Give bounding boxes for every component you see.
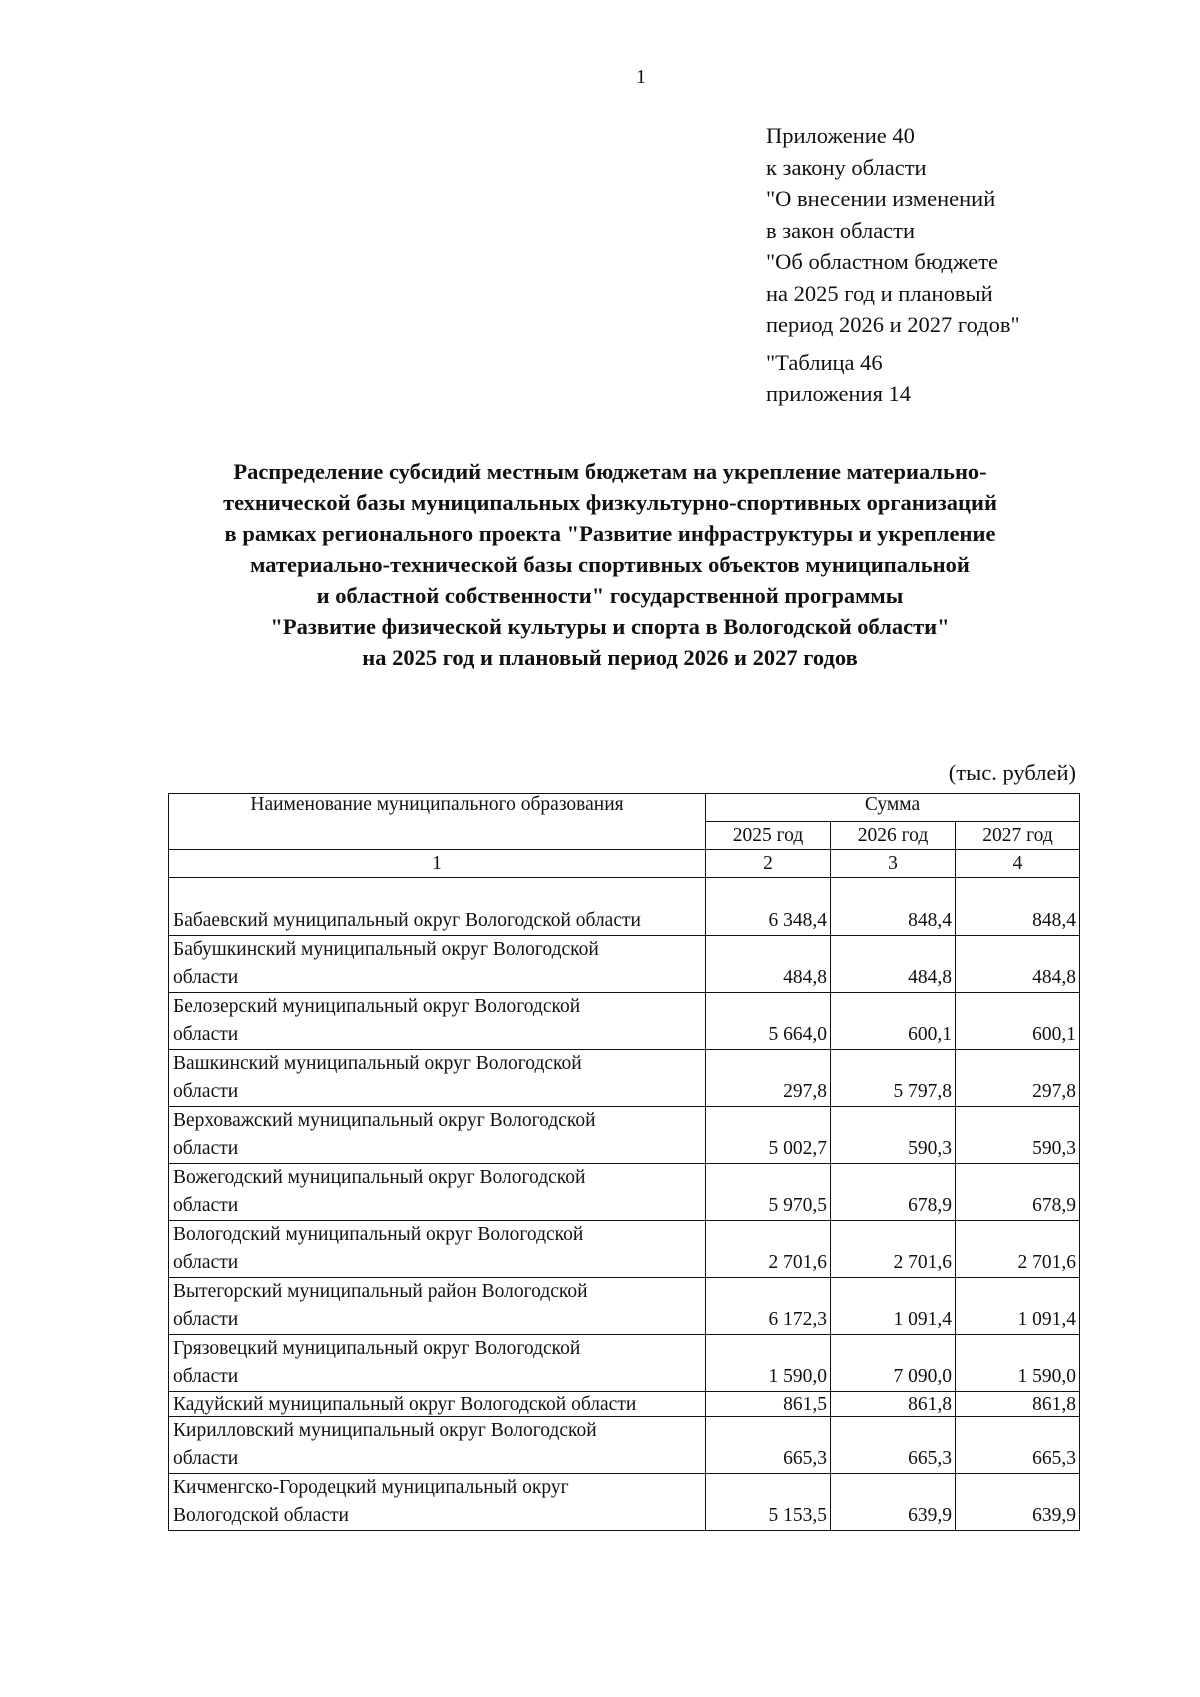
table-ref-line: приложения 14: [766, 381, 912, 406]
column-number: 2: [706, 850, 831, 878]
amount-2027: 665,3: [956, 1417, 1080, 1474]
amount-2025: 1 590,0: [706, 1335, 831, 1392]
amount-2027: 2 701,6: [956, 1221, 1080, 1278]
table-row: [169, 1107, 1080, 1164]
amount-2026: 600,1: [831, 993, 956, 1050]
appendix-line: Приложение 40: [766, 123, 915, 148]
municipality-name: Вашкинский муниципальный округ Вологодской области: [169, 1050, 706, 1107]
municipality-name: Грязовецкий муниципальный округ Вологодской области: [169, 1335, 706, 1392]
title-line: технической базы муниципальных физкультурно-спортивных организаций: [223, 490, 997, 515]
header-year-2026: 2026 год: [831, 822, 956, 850]
table-row: [169, 1221, 1080, 1278]
page-number: 1: [636, 66, 646, 88]
amount-2025: 6 348,4: [706, 878, 831, 936]
table-row: [169, 1278, 1080, 1335]
column-number: 3: [831, 850, 956, 878]
amount-2025: 5 970,5: [706, 1164, 831, 1221]
appendix-line: "Об областном бюджете: [766, 249, 999, 274]
table-row: [169, 1050, 1080, 1107]
appendix-line: к закону области: [766, 154, 927, 180]
appendix-line: в закон области: [766, 217, 916, 243]
title-line: в рамках регионального проекта "Развитие инфраструктуры и укрепление: [224, 521, 996, 546]
amount-2027: 848,4: [956, 878, 1080, 936]
appendix-line: на 2025 год и плановый: [766, 280, 993, 306]
amount-2026: 7 090,0: [831, 1335, 956, 1392]
column-number: 4: [956, 850, 1080, 878]
document-title: [150, 456, 1070, 673]
amount-2026: 848,4: [831, 878, 956, 936]
amount-2026: 2 701,6: [831, 1221, 956, 1278]
municipality-name: Верховажский муниципальный округ Вологодской области: [169, 1107, 706, 1164]
amount-2025: 665,3: [706, 1417, 831, 1474]
table-row: [169, 878, 1080, 936]
appendix-line: период 2026 и 2027 годов": [766, 312, 1020, 337]
title-line: Распределение субсидий местным бюджетам на укрепление материально-: [233, 459, 987, 484]
header-municipality: Наименование муниципального образования: [169, 794, 706, 850]
amount-2026: 484,8: [831, 936, 956, 993]
amount-2025: 297,8: [706, 1050, 831, 1107]
amount-2026: 665,3: [831, 1417, 956, 1474]
title-line: "Развитие физической культуры и спорта в Вологодской области": [270, 614, 950, 639]
amount-2026: 678,9: [831, 1164, 956, 1221]
amount-2027: 639,9: [956, 1474, 1080, 1531]
amount-2025: 484,8: [706, 936, 831, 993]
amount-2025: 6 172,3: [706, 1278, 831, 1335]
amount-2025: 861,5: [706, 1392, 831, 1417]
table-row: [169, 1164, 1080, 1221]
municipality-name: Вожегодский муниципальный округ Вологодской области: [169, 1164, 706, 1221]
amount-2027: 590,3: [956, 1107, 1080, 1164]
municipality-name: Кирилловский муниципальный округ Вологодской области: [169, 1417, 706, 1474]
municipality-name: Кадуйский муниципальный округ Вологодской области: [169, 1392, 706, 1417]
municipality-name: Кичменгско-Городецкий муниципальный округ Вологодской области: [169, 1474, 706, 1531]
appendix-header: [766, 120, 1020, 410]
amount-2026: 5 797,8: [831, 1050, 956, 1107]
table-row: [169, 1417, 1080, 1474]
title-line: на 2025 год и плановый период 2026 и 2027 годов: [362, 645, 858, 670]
table-row: [169, 993, 1080, 1050]
municipality-name: Бабаевский муниципальный округ Вологодской области: [169, 878, 706, 936]
amount-2027: 1 091,4: [956, 1278, 1080, 1335]
title-line: и областной собственности" государственной программы: [316, 583, 904, 608]
amount-2026: 590,3: [831, 1107, 956, 1164]
amount-2025: 5 153,5: [706, 1474, 831, 1531]
municipality-name: Белозерский муниципальный округ Вологодской области: [169, 993, 706, 1050]
header-year-2027: 2027 год: [956, 822, 1080, 850]
amount-2027: 484,8: [956, 936, 1080, 993]
subsidies-table: [168, 793, 1080, 1531]
municipality-name: Бабушкинский муниципальный округ Вологодской области: [169, 936, 706, 993]
table-row: [169, 1335, 1080, 1392]
amount-2025: 5 664,0: [706, 993, 831, 1050]
amount-2027: 297,8: [956, 1050, 1080, 1107]
appendix-line: "О внесении изменений: [766, 186, 996, 211]
table-row: [169, 1474, 1080, 1531]
table-row: [169, 1392, 1080, 1417]
column-number: 1: [169, 850, 706, 878]
amount-2026: 1 091,4: [831, 1278, 956, 1335]
municipality-name: Вытегорский муниципальный район Вологодской области: [169, 1278, 706, 1335]
header-year-2025: 2025 год: [706, 822, 831, 850]
amount-2027: 600,1: [956, 993, 1080, 1050]
units-label: (тыс. рублей): [948, 760, 1076, 785]
amount-2027: 678,9: [956, 1164, 1080, 1221]
amount-2025: 5 002,7: [706, 1107, 831, 1164]
amount-2025: 2 701,6: [706, 1221, 831, 1278]
amount-2026: 639,9: [831, 1474, 956, 1531]
title-line: материально-технической базы спортивных объектов муниципальной: [250, 552, 970, 577]
table-row: [169, 936, 1080, 993]
municipality-name: Вологодский муниципальный округ Вологодской области: [169, 1221, 706, 1278]
amount-2026: 861,8: [831, 1392, 956, 1417]
amount-2027: 861,8: [956, 1392, 1080, 1417]
table-ref-line: "Таблица 46: [766, 349, 883, 375]
header-sum: Сумма: [706, 794, 1080, 822]
amount-2027: 1 590,0: [956, 1335, 1080, 1392]
